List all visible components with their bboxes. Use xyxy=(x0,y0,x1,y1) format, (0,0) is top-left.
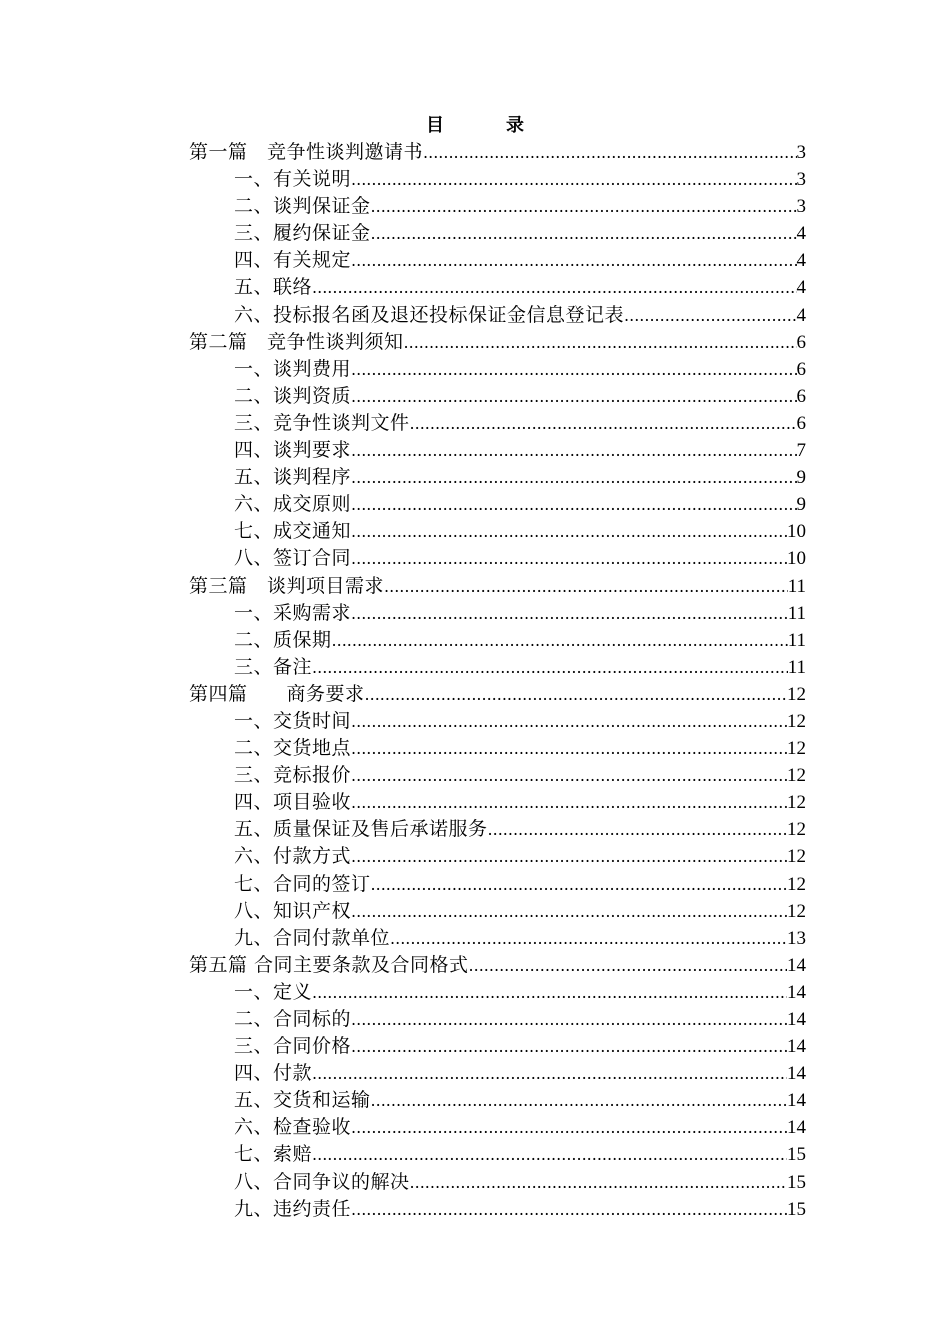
toc-entry-label: 第二篇 竞争性谈判须知 xyxy=(189,330,404,353)
toc-entry-label: 六、检查验收 xyxy=(234,1116,352,1139)
toc-chapter-entry[interactable] xyxy=(189,681,806,708)
toc-page-number: 4 xyxy=(796,250,806,272)
toc-page-number: 11 xyxy=(787,656,806,678)
toc-dot-leader xyxy=(469,952,787,979)
toc-page-number: 9 xyxy=(796,467,806,489)
toc-section-entry[interactable] xyxy=(189,1169,806,1196)
toc-dot-leader xyxy=(351,383,796,410)
toc-entry-label: 九、合同付款单位 xyxy=(234,926,391,949)
toc-section-entry[interactable] xyxy=(189,816,806,843)
toc-entry-label: 一、交货时间 xyxy=(234,709,352,732)
toc-page-number: 14 xyxy=(787,1090,806,1112)
toc-dot-leader xyxy=(351,1006,787,1033)
toc-page-number: 10 xyxy=(787,521,806,543)
toc-section-entry[interactable] xyxy=(189,898,806,925)
toc-page-number: 14 xyxy=(787,1117,806,1139)
toc-entry-label: 四、谈判要求 xyxy=(234,439,352,462)
toc-chapter-entry[interactable] xyxy=(189,952,806,979)
toc-entry-label: 一、定义 xyxy=(234,980,313,1003)
toc-section-entry[interactable] xyxy=(189,1033,806,1060)
toc-entry-label: 四、项目验收 xyxy=(234,791,352,814)
toc-page-number: 12 xyxy=(787,765,806,787)
toc-page-number: 4 xyxy=(796,223,806,245)
toc-section-entry[interactable] xyxy=(189,1087,806,1114)
toc-entry-label: 五、交货和运输 xyxy=(234,1089,371,1112)
toc-entry-label: 五、联络 xyxy=(234,276,313,299)
toc-dot-leader xyxy=(351,166,796,193)
toc-section-entry[interactable] xyxy=(189,383,806,410)
toc-dot-leader xyxy=(351,437,796,464)
toc-page-number: 11 xyxy=(787,575,806,597)
toc-dot-leader xyxy=(351,545,787,572)
toc-dot-leader xyxy=(371,220,797,247)
toc-section-entry[interactable] xyxy=(189,789,806,816)
toc-dot-leader xyxy=(351,789,787,816)
toc-page-number: 15 xyxy=(787,1144,806,1166)
toc-section-entry[interactable] xyxy=(189,925,806,952)
toc-page-number: 12 xyxy=(787,683,806,705)
toc-section-entry[interactable] xyxy=(189,1196,806,1223)
toc-dot-leader xyxy=(624,302,796,329)
toc-page-number: 6 xyxy=(796,331,806,353)
toc-entry-label: 八、知识产权 xyxy=(234,899,352,922)
toc-entry-label: 六、投标报名函及退还投标保证金信息登记表 xyxy=(234,303,625,326)
toc-section-entry[interactable] xyxy=(189,545,806,572)
toc-page-number: 13 xyxy=(787,927,806,949)
toc-page-number: 7 xyxy=(796,440,806,462)
toc-section-entry[interactable] xyxy=(189,302,806,329)
toc-page-number: 6 xyxy=(796,412,806,434)
toc-section-entry[interactable] xyxy=(189,437,806,464)
toc-section-entry[interactable] xyxy=(189,654,806,681)
toc-dot-leader xyxy=(371,871,787,898)
toc-page-number: 14 xyxy=(787,1009,806,1030)
toc-entry-label: 八、合同争议的解决 xyxy=(234,1170,410,1193)
toc-entry-label: 三、竞争性谈判文件 xyxy=(234,411,410,434)
toc-dot-leader xyxy=(332,627,788,654)
toc-entry-label: 二、交货地点 xyxy=(234,737,352,760)
toc-entry-label: 三、备注 xyxy=(234,655,313,678)
toc-entry-label: 三、合同价格 xyxy=(234,1035,352,1058)
toc-page-number: 12 xyxy=(787,819,806,841)
toc-chapter-entry[interactable] xyxy=(189,573,806,600)
toc-chapter-entry[interactable] xyxy=(189,139,806,166)
toc-entry-label: 二、质保期 xyxy=(234,628,332,651)
toc-page-number: 3 xyxy=(796,142,806,163)
toc-dot-leader xyxy=(351,247,796,274)
toc-entry-label: 二、合同标的 xyxy=(234,1008,352,1030)
toc-dot-leader xyxy=(351,464,796,491)
toc-page-number: 12 xyxy=(787,792,806,814)
toc-entry-label: 四、有关规定 xyxy=(234,249,352,272)
toc-entry-label: 第四篇 商务要求 xyxy=(189,682,365,705)
toc-page-number: 11 xyxy=(787,602,806,624)
toc-entry-label: 九、违约责任 xyxy=(234,1197,352,1220)
toc-page-number: 4 xyxy=(796,277,806,299)
toc-section-entry[interactable] xyxy=(189,220,806,247)
toc-section-entry[interactable] xyxy=(189,410,806,437)
toc-dot-leader xyxy=(351,762,787,789)
toc-dot-leader xyxy=(410,1169,787,1196)
toc-dot-leader xyxy=(312,979,787,1006)
toc-entry-label: 七、索赔 xyxy=(234,1143,313,1166)
toc-section-entry[interactable] xyxy=(189,166,806,193)
toc-section-entry[interactable] xyxy=(189,518,806,545)
toc-section-entry[interactable] xyxy=(189,464,806,491)
toc-dot-leader xyxy=(351,491,796,518)
toc-dot-leader xyxy=(371,1087,787,1114)
toc-entry-label: 第三篇 谈判项目需求 xyxy=(189,574,385,597)
toc-page-number: 12 xyxy=(787,900,806,922)
toc-page-number: 15 xyxy=(787,1198,806,1220)
toc-entry-label: 七、成交通知 xyxy=(234,520,352,543)
table-of-contents xyxy=(189,139,806,1223)
toc-dot-leader xyxy=(351,898,787,925)
toc-entry-label: 第一篇 竞争性谈判邀请书 xyxy=(189,141,424,163)
toc-dot-leader xyxy=(351,1114,787,1141)
toc-dot-leader xyxy=(351,843,787,870)
toc-section-entry[interactable] xyxy=(189,247,806,274)
toc-entry-label: 五、质量保证及售后承诺服务 xyxy=(234,818,488,841)
toc-page-number: 14 xyxy=(787,954,806,976)
toc-page-number: 14 xyxy=(787,1036,806,1058)
toc-page-number: 12 xyxy=(787,710,806,732)
toc-page-number: 12 xyxy=(787,738,806,760)
toc-section-entry[interactable] xyxy=(189,1006,806,1033)
toc-entry-label: 六、付款方式 xyxy=(234,845,352,868)
toc-section-entry[interactable] xyxy=(189,627,806,654)
toc-dot-leader xyxy=(312,1141,787,1168)
toc-section-entry[interactable] xyxy=(189,735,806,762)
toc-dot-leader xyxy=(390,925,787,952)
toc-dot-leader xyxy=(488,816,787,843)
toc-section-entry[interactable] xyxy=(189,193,806,220)
toc-entry-label: 二、谈判保证金 xyxy=(234,195,371,218)
toc-entry-label: 二、谈判资质 xyxy=(234,384,352,407)
toc-page-number: 3 xyxy=(796,196,806,218)
toc-page-number: 14 xyxy=(787,981,806,1003)
toc-section-entry[interactable] xyxy=(189,1114,806,1141)
toc-entry-label: 三、履约保证金 xyxy=(234,222,371,245)
toc-dot-leader xyxy=(312,274,796,301)
toc-entry-label: 七、合同的签订 xyxy=(234,872,371,895)
toc-section-entry[interactable] xyxy=(189,274,806,301)
toc-dot-leader xyxy=(351,1196,787,1223)
toc-dot-leader xyxy=(351,518,787,545)
toc-dot-leader xyxy=(410,410,797,437)
toc-section-entry[interactable] xyxy=(189,491,806,518)
toc-page-number: 9 xyxy=(796,494,806,516)
toc-page-number: 10 xyxy=(787,548,806,570)
toc-dot-leader xyxy=(351,735,787,762)
toc-entry-label: 八、签订合同 xyxy=(234,547,352,570)
toc-section-entry[interactable] xyxy=(189,843,806,870)
toc-page-number: 6 xyxy=(796,358,806,380)
toc-dot-leader xyxy=(365,681,787,708)
toc-section-entry[interactable] xyxy=(189,871,806,898)
toc-entry-label: 一、采购需求 xyxy=(234,601,352,624)
toc-page-number: 4 xyxy=(796,304,806,326)
toc-section-entry[interactable] xyxy=(189,708,806,735)
toc-dot-leader xyxy=(371,193,797,220)
toc-dot-leader xyxy=(351,600,788,627)
toc-entry-label: 四、付款 xyxy=(234,1062,313,1085)
toc-dot-leader xyxy=(351,708,787,735)
toc-entry-label: 一、有关说明 xyxy=(234,168,352,191)
toc-dot-leader xyxy=(423,139,796,166)
toc-dot-leader xyxy=(312,1060,787,1087)
toc-page-number: 6 xyxy=(796,385,806,407)
toc-dot-leader xyxy=(384,573,788,600)
toc-page-number: 15 xyxy=(787,1171,806,1193)
toc-entry-label: 第五篇 合同主要条款及合同格式 xyxy=(189,953,469,976)
toc-section-entry[interactable] xyxy=(189,356,806,383)
toc-title: 目 录 xyxy=(426,115,546,136)
toc-page-number: 3 xyxy=(796,169,806,191)
toc-dot-leader xyxy=(351,1033,787,1060)
toc-entry-label: 五、谈判程序 xyxy=(234,466,352,489)
toc-section-entry[interactable] xyxy=(189,600,806,627)
toc-entry-label: 一、谈判费用 xyxy=(234,357,352,380)
toc-dot-leader xyxy=(404,329,797,356)
toc-page-number: 11 xyxy=(787,629,806,651)
toc-page-number: 14 xyxy=(787,1063,806,1085)
toc-chapter-entry[interactable] xyxy=(189,329,806,356)
toc-entry-label: 六、成交原则 xyxy=(234,493,352,516)
toc-section-entry[interactable] xyxy=(189,979,806,1006)
toc-entry-label: 三、竞标报价 xyxy=(234,764,352,787)
toc-section-entry[interactable] xyxy=(189,1141,806,1168)
toc-section-entry[interactable] xyxy=(189,1060,806,1087)
toc-page-number: 12 xyxy=(787,873,806,895)
toc-dot-leader xyxy=(351,356,796,383)
toc-page-number: 12 xyxy=(787,846,806,868)
toc-section-entry[interactable] xyxy=(189,762,806,789)
toc-dot-leader xyxy=(312,654,788,681)
